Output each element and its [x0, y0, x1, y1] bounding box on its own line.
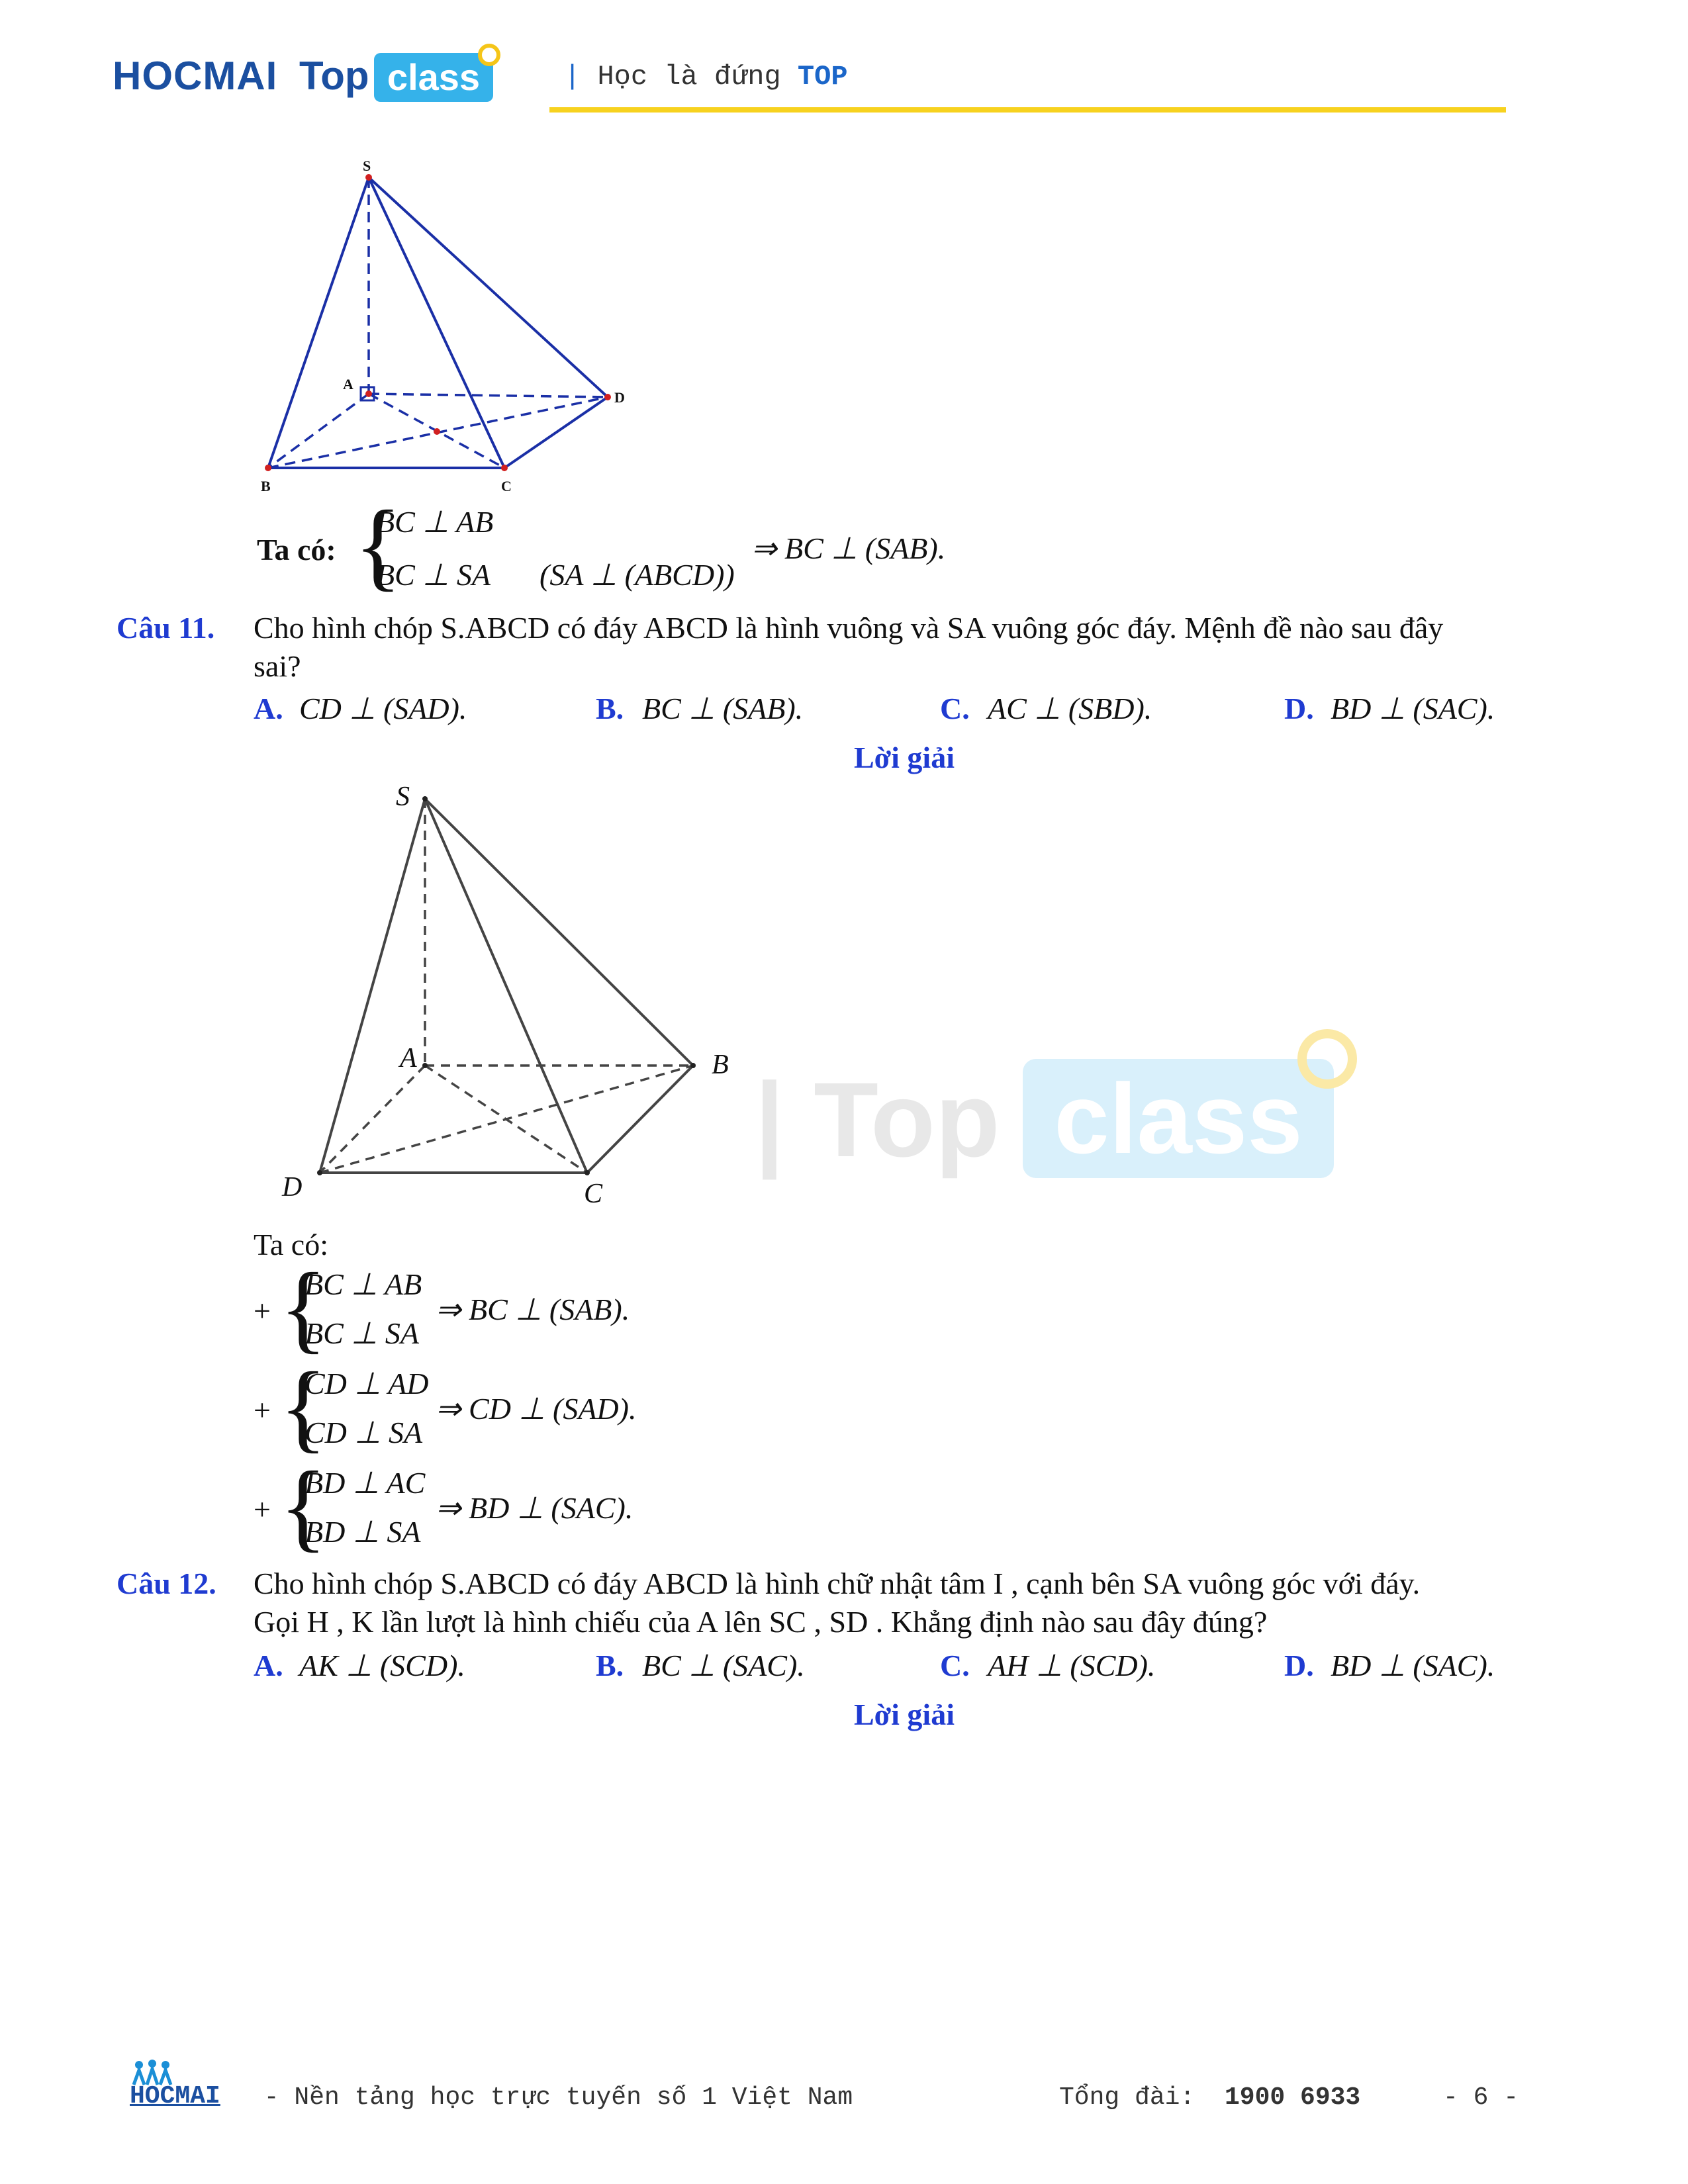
q12-option-c-label: C.	[940, 1649, 970, 1682]
q11-option-b-text: BC ⊥ (SAB).	[642, 692, 804, 725]
q11-option-a-text: CD ⊥ (SAD).	[299, 692, 467, 725]
system-conclusion: ⇒ BC ⊥ (SAB).	[751, 531, 946, 565]
question-12-text-1: Cho hình chóp S.ABCD có đáy ABCD là hình chữ nhật tâm I , cạnh bên SA vuông góc với đáy.	[254, 1567, 1421, 1600]
watermark-sun-icon	[1297, 1029, 1357, 1089]
fig2-label-a: A	[400, 1043, 417, 1073]
footer-hotline: 1900 6933	[1225, 2083, 1361, 2112]
q11-step-3-line-2: BD ⊥ SA	[305, 1515, 421, 1549]
q12-option-b-text: BC ⊥ (SAC).	[642, 1649, 805, 1682]
fig1-label-c: C	[501, 478, 512, 494]
question-12-text-2: Gọi H , K lần lượt là hình chiếu của A lên SC , SD . Khẳng định nào sau đây đúng?	[254, 1605, 1268, 1639]
fig1-label-a: A	[343, 376, 353, 392]
q12-option-a-label: A.	[254, 1649, 283, 1682]
q11-step-1-plus: +	[254, 1294, 271, 1328]
q11-step-1-line-2: BC ⊥ SA	[305, 1316, 419, 1350]
q11-option-a-label: A.	[254, 692, 283, 725]
q11-option-b-label: B.	[596, 692, 624, 725]
q11-step-2-brace: {	[279, 1352, 327, 1462]
system-line-1: BC ⊥ AB	[376, 505, 494, 539]
footer-hotline-label: Tổng đài:	[1059, 2083, 1196, 2112]
q11-option-d-label: D.	[1284, 692, 1314, 725]
watermark-top: | Top	[755, 1060, 1000, 1179]
question-11-text-2: sai?	[254, 649, 301, 683]
q12-solution-title: Lời giải	[854, 1698, 955, 1731]
footer-slogan: - Nền tảng học trực tuyến số 1 Việt Nam	[249, 2083, 853, 2112]
q11-step-1-conclusion: ⇒ BC ⊥ (SAB).	[436, 1293, 630, 1326]
logo-class-badge: class	[374, 53, 493, 102]
fig1-label-b: B	[261, 478, 271, 494]
fig2-label-b: B	[712, 1050, 729, 1080]
solution-intro: Ta có:	[257, 533, 336, 567]
question-12-label: Câu 12.	[117, 1567, 216, 1600]
fig1-label-s: S	[363, 158, 371, 174]
fig2-label-d: D	[282, 1172, 303, 1203]
header-tagline: | Học là đứng TOP	[564, 61, 848, 93]
fig2-label-s: S	[396, 782, 410, 812]
q11-step-3-plus: +	[254, 1492, 271, 1526]
q11-solution-intro: Ta có:	[254, 1228, 329, 1261]
q11-step-1-brace: {	[279, 1253, 327, 1363]
fig1-label-d: D	[614, 389, 625, 406]
pyramid-figure-1	[252, 152, 635, 496]
q11-step-2-line-2: CD ⊥ SA	[305, 1416, 423, 1449]
q11-solution-title: Lời giải	[854, 741, 955, 774]
q11-step-2-plus: +	[254, 1393, 271, 1427]
q11-option-d-text: BD ⊥ (SAC).	[1331, 692, 1495, 725]
footer-page-number: - 6 -	[1443, 2083, 1519, 2112]
question-11-text-1: Cho hình chóp S.ABCD có đáy ABCD là hình vuông và SA vuông góc đáy. Mệnh đề nào sau đây	[254, 611, 1444, 645]
q11-step-2-line-1: CD ⊥ AD	[305, 1367, 429, 1400]
hocmai-logo: HOCMAI	[113, 54, 278, 98]
q12-option-d-label: D.	[1284, 1649, 1314, 1682]
q11-step-3-line-1: BD ⊥ AC	[305, 1466, 426, 1500]
q12-option-c-text: AH ⊥ (SCD).	[988, 1649, 1156, 1682]
q11-step-2-conclusion: ⇒ CD ⊥ (SAD).	[436, 1392, 637, 1426]
q12-option-a-text: AK ⊥ (SCD).	[299, 1649, 465, 1682]
q12-option-b-label: B.	[596, 1649, 624, 1682]
q12-option-d-text: BD ⊥ (SAC).	[1331, 1649, 1495, 1682]
pyramid-figure-2	[278, 774, 741, 1211]
fig2-label-c: C	[584, 1179, 603, 1209]
question-11-label: Câu 11.	[117, 611, 215, 645]
sun-icon	[478, 44, 500, 66]
q11-option-c-text: AC ⊥ (SBD).	[988, 692, 1152, 725]
system-brace: {	[354, 490, 402, 600]
q11-option-c-label: C.	[940, 692, 970, 725]
logo-top-text: Top	[299, 54, 369, 98]
header-divider	[549, 107, 1506, 113]
system-line-2b: (SA ⊥ (ABCD))	[539, 558, 735, 592]
watermark-class: class	[1023, 1059, 1334, 1178]
system-line-2a: BC ⊥ SA	[376, 558, 491, 592]
q11-step-3-brace: {	[279, 1451, 327, 1561]
footer-hocmai-logo: HOCMAI	[130, 2082, 220, 2111]
q11-step-1-line-1: BC ⊥ AB	[305, 1267, 422, 1301]
q11-step-3-conclusion: ⇒ BD ⊥ (SAC).	[436, 1491, 633, 1525]
